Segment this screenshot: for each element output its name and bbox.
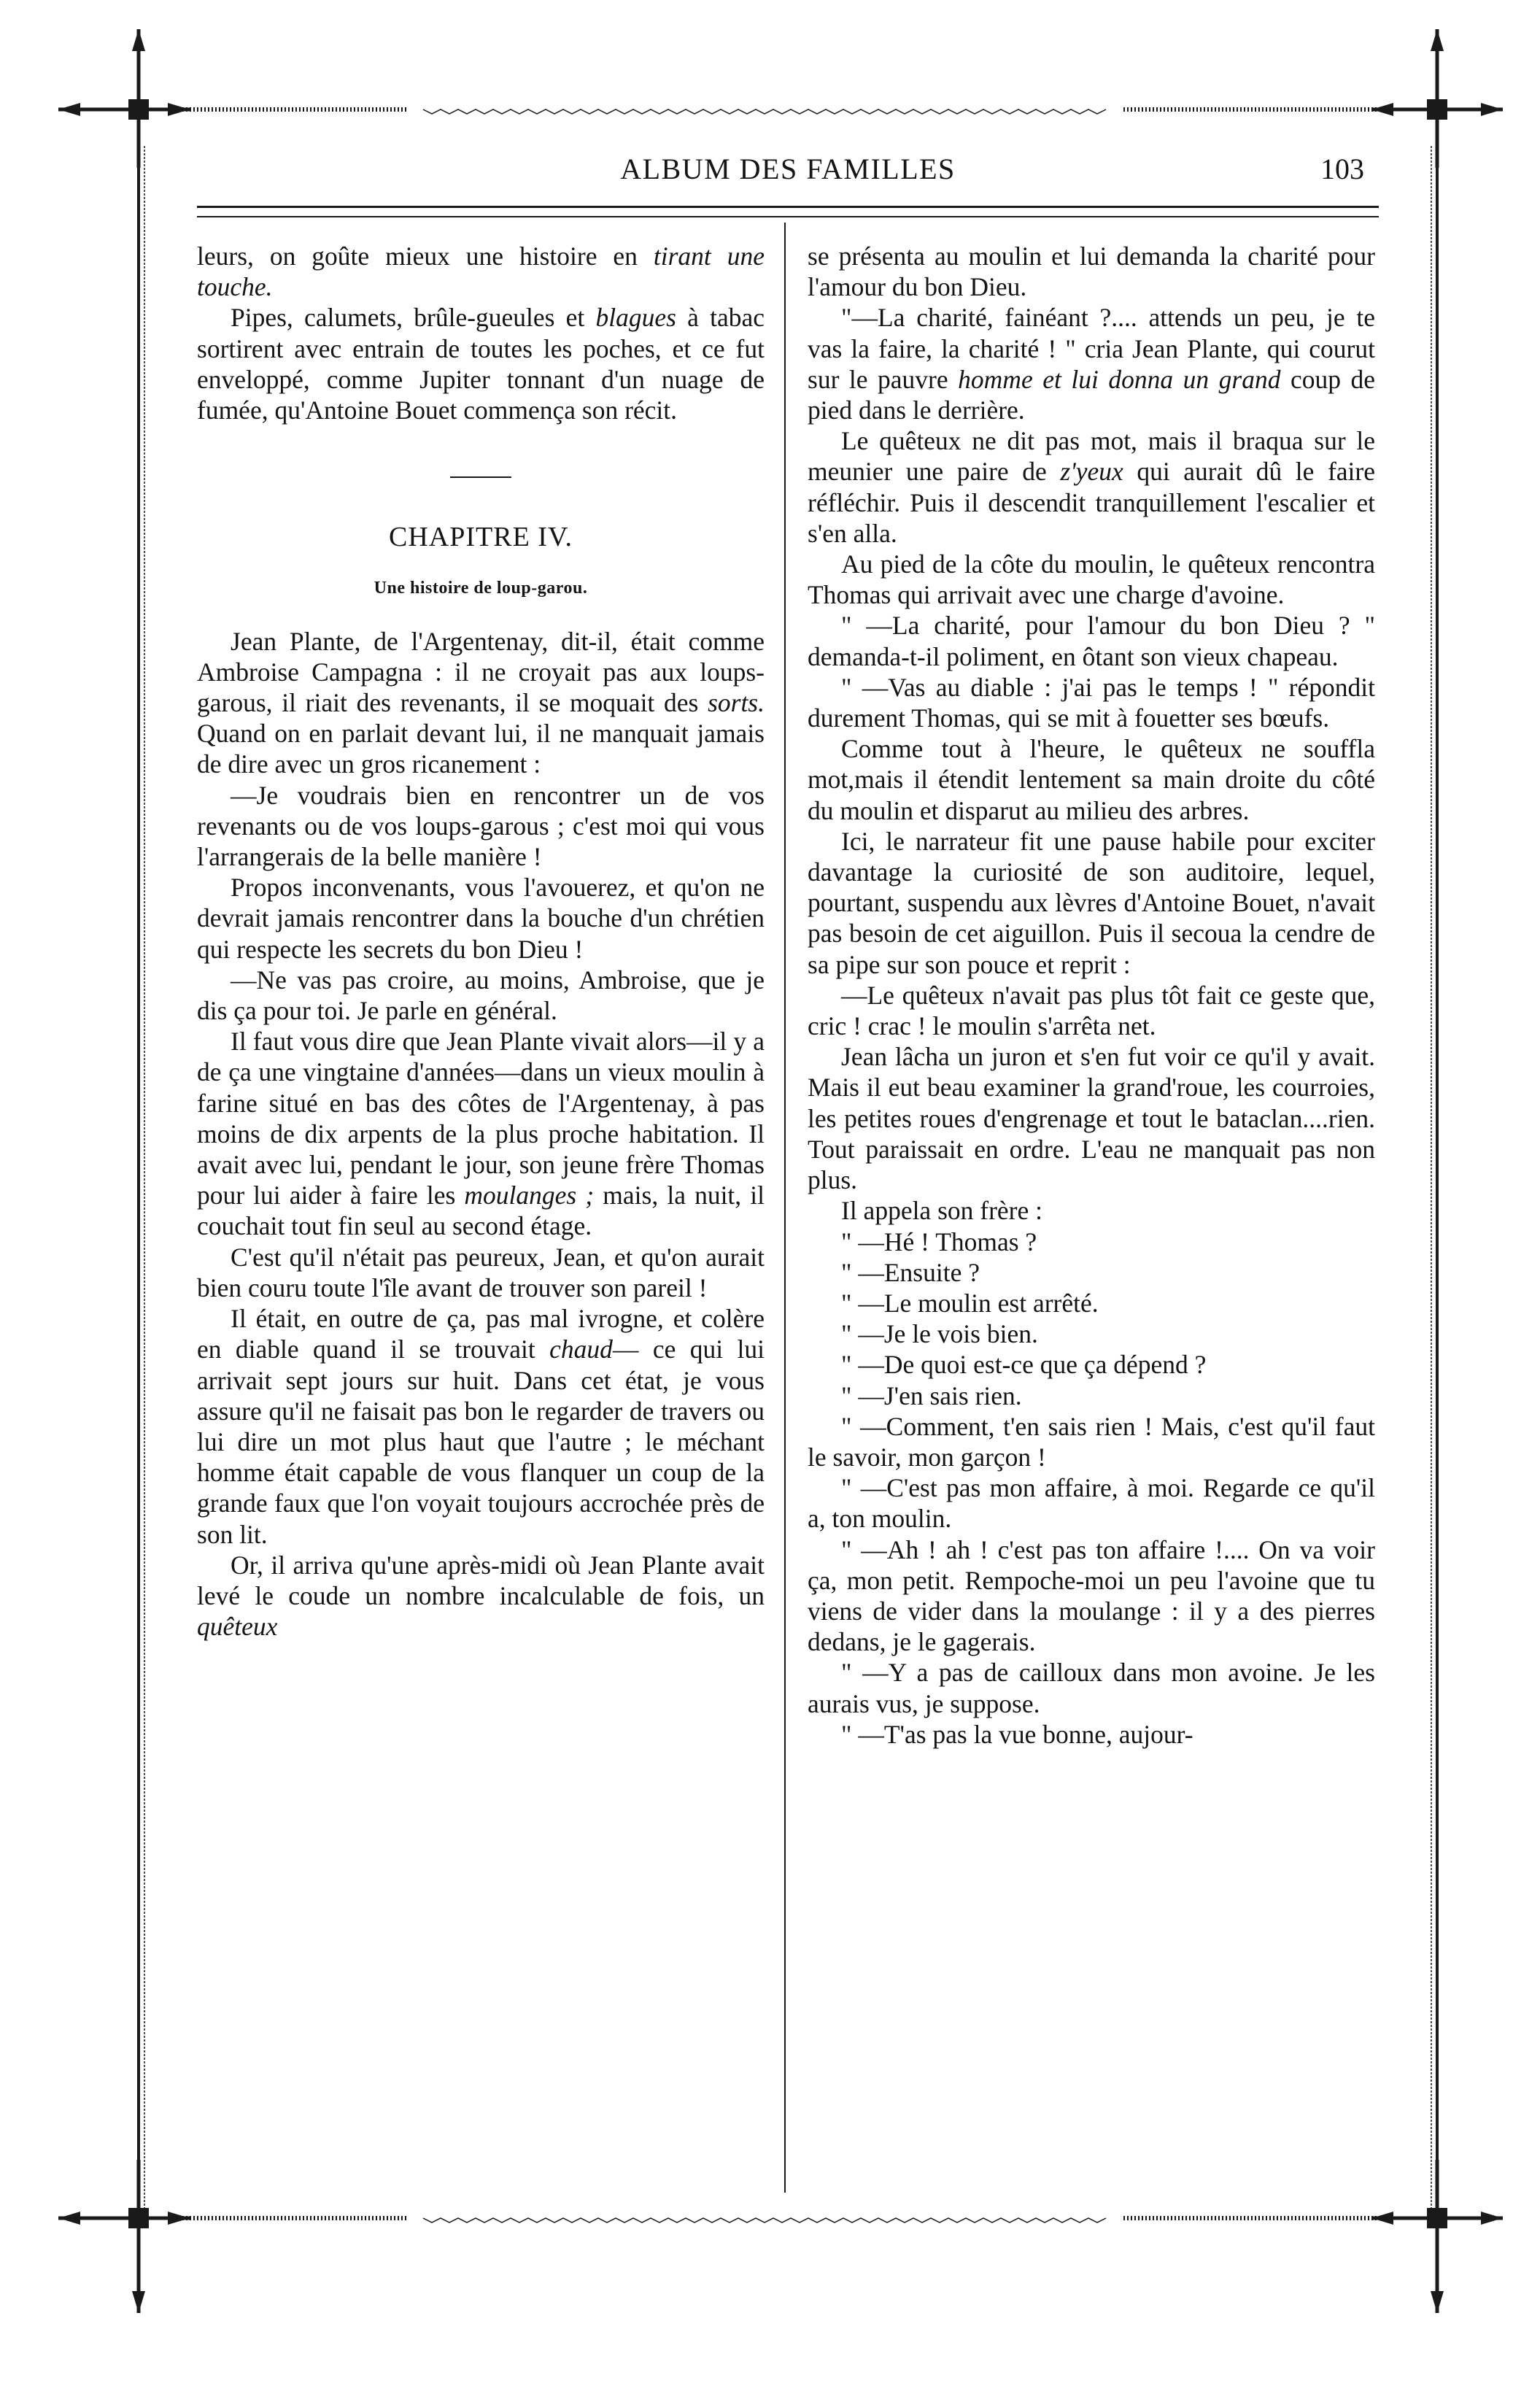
paragraph: Ici, le narrateur fit une pause habile pour exciter davantage la curiosité de son auditoire, lequel, pourtant, suspendu aux lèvres d'Antoine Bouet, n'avait pas besoin de cet aiguillon. Puis il secoua la cendre de sa pipe sur son pouce et reprit :: [808, 826, 1375, 979]
paragraph: Il faut vous dire que Jean Plante vivait alors—il y a de ça une vingtaine d'années—dans un vieux moulin à farine situé en bas des côtes de l'Argentenay, à pas moins de dix arpents de la plus proche habitation. Il avait avec lui, pendant le jour, son jeune frère Thomas pour lui aider à faire les moulanges ; mais, la nuit, il couchait tout fin seul au second étage.: [197, 1027, 765, 1241]
chapter-subtitle: Une histoire de loup-garou.: [374, 579, 588, 598]
paragraph: —Je voudrais bien en rencontrer un de vos revenants ou de vos loups-garous ; c'est moi qui vous l'arrangerais de la belle manière !: [197, 780, 765, 872]
dialogue-line: " —J'en sais rien.: [841, 1380, 1022, 1410]
dialogue-line: " —Comment, t'en sais rien ! Mais, c'est qu'il faut le savoir, mon garçon !: [808, 1411, 1375, 1472]
paragraph: —Ne vas pas croire, au moins, Ambroise, que je dis ça pour toi. Je parle en général.: [197, 965, 765, 1026]
dialogue-line: " —Je le vois bien.: [841, 1319, 1038, 1349]
right-column: [808, 241, 1375, 1750]
dialogue-line: " —C'est pas mon affaire, à moi. Regarde ce qu'il a, ton moulin.: [808, 1473, 1375, 1534]
paragraph: C'est qu'il n'était pas peureux, Jean, et qu'on aurait bien couru toute l'île avant de trouver son pareil !: [197, 1242, 765, 1302]
dialogue-line: " —T'as pas la vue bonne, aujour-: [841, 1719, 1193, 1749]
column-divider: [784, 223, 786, 2193]
paragraph: " —Vas au diable : j'ai pas le temps ! " répondit durement Thomas, qui se mit à fouetter ses bœufs.: [808, 672, 1375, 733]
corner-ornament-bottom-right: [1371, 2160, 1503, 2313]
dialogue-line: " —Hé ! Thomas ?: [841, 1227, 1037, 1256]
dialogue-line: " —Ensuite ?: [841, 1257, 980, 1287]
left-column: [197, 241, 765, 1642]
header-rule-thin: [197, 216, 1379, 217]
paragraph: —Le quêteux n'avait pas plus tôt fait ce geste que, cric ! crac ! le moulin s'arrêta net.: [808, 980, 1375, 1041]
paragraph: leurs, on goûte mieux une histoire en tirant une touche.: [197, 242, 765, 302]
paragraph: Jean Plante, de l'Argentenay, dit-il, était comme Ambroise Campagna : il ne croyait pas aux loups-garous, il riait des revenants, il se moquait des sorts. Quand on en parlait devant lui, il ne manquait jamais de dire avec un gros ricanement :: [197, 626, 765, 779]
corner-ornament-bottom-left: [58, 2160, 190, 2313]
dialogue-line: " —Ah ! ah ! c'est pas ton affaire !.... On va voir ça, mon petit. Rempoche-moi un peu l'avoine que tu viens de vider dans la moulange : il y a des pierres dedans, je le gagerais.: [808, 1534, 1375, 1657]
chapter-title: CHAPITRE IV.: [389, 522, 573, 553]
header-rule: [197, 206, 1379, 208]
paragraph: Il était, en outre de ça, pas mal ivrogne, et colère en diable quand il se trouvait chaud— ce qui lui arrivait sept jours sur huit. Dans cet état, je vous assure qu'il ne faisait pas bon le regarder de travers ou lui dire un mot plus haut que l'autre ; le méchant homme était capable de vous flanquer un coup de la grande faux que l'on voyait toujours accrochée près de son lit.: [197, 1304, 765, 1549]
paragraph: Comme tout à l'heure, le quêteux ne souffla mot,mais il étendit lentement sa main droite du côté du moulin et disparut au milieu des arbres.: [808, 734, 1375, 825]
paragraph: Jean lâcha un juron et s'en fut voir ce qu'il y avait. Mais il eut beau examiner la grand'roue, les courroies, les petites roues d'engrenage et tout le bataclan....rien. Tout paraissait en ordre. L'eau ne manquait pas non plus.: [808, 1042, 1375, 1195]
paragraph: se présenta au moulin et lui demanda la charité pour l'amour du bon Dieu.: [808, 242, 1375, 302]
paragraph: Il appela son frère :: [841, 1196, 1042, 1226]
paragraph: Or, il arriva qu'une après-midi où Jean Plante avait levé le coude un nombre incalculable de fois, un quêteux: [197, 1550, 765, 1642]
paragraph: "—La charité, fainéant ?.... attends un peu, je te vas la faire, la charité ! " cria Jean Plante, qui courut sur le pauvre homme et lui donna un grand coup de pied dans le derrière.: [808, 303, 1376, 425]
corner-ornament-top-right: [1371, 29, 1503, 168]
running-title: ALBUM DES FAMILLES: [620, 152, 956, 185]
paragraph: Propos inconvenants, vous l'avouerez, et qu'on ne devrait jamais rencontrer dans la bouche d'un chrétien qui respecte les secrets du bon Dieu !: [197, 873, 765, 964]
corner-ornament-top-left: [58, 29, 190, 168]
dialogue-line: " —Y a pas de cailloux dans mon avoine. Je les aurais vus, je suppose.: [808, 1658, 1375, 1718]
paragraph: Au pied de la côte du moulin, le quêteux rencontra Thomas qui arrivait avec une charge d'avoine.: [808, 549, 1375, 610]
dialogue-line: " —Le moulin est arrêté.: [841, 1288, 1099, 1318]
page-number: 103: [1320, 152, 1364, 185]
section-rule: [450, 476, 511, 478]
paragraph: Le quêteux ne dit pas mot, mais il braqua sur le meunier une paire de z'yeux qui aurait dû le faire réfléchir. Puis il descendit tranquillement l'escalier et s'en alla.: [808, 426, 1375, 548]
paragraph: Pipes, calumets, brûle-gueules et blagues à tabac sortirent avec entrain de toutes les poches, et ce fut enveloppé, comme Jupiter tonnant d'un nuage de fumée, qu'Antoine Bouet commença son récit.: [197, 303, 765, 425]
running-head: [197, 146, 1379, 197]
paragraph: " —La charité, pour l'amour du bon Dieu ? " demanda-t-il poliment, en ôtant son vieux chapeau.: [808, 611, 1375, 671]
dialogue-line: " —De quoi est-ce que ça dépend ?: [841, 1350, 1207, 1380]
